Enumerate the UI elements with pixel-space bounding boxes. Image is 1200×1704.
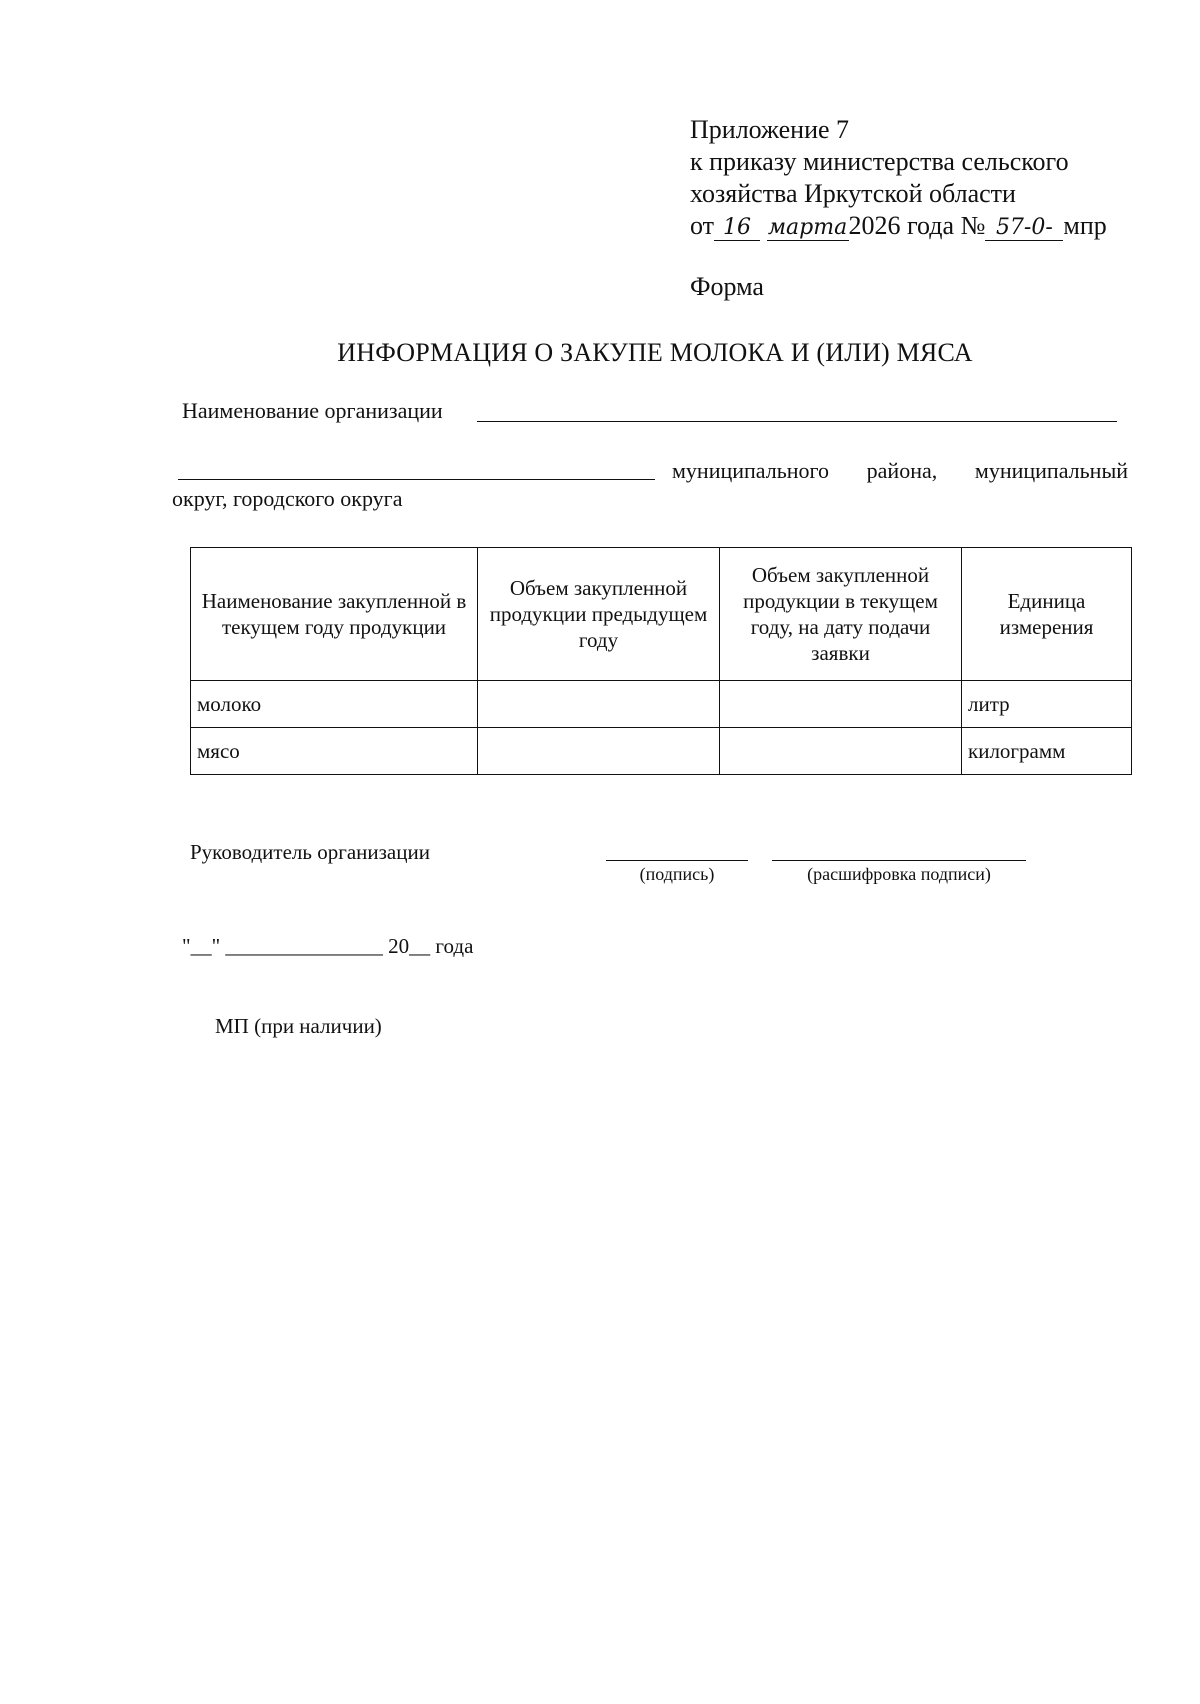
- header-current-volume: Объем закупленной продукции в текущем году, на дату подачи заявки: [720, 548, 962, 681]
- cell-unit: килограмм: [962, 728, 1132, 775]
- cell-unit: литр: [962, 681, 1132, 728]
- org-name-label: Наименование организации: [182, 398, 443, 423]
- header-prev-volume: Объем закупленной продукции предыдущем году: [478, 548, 720, 681]
- cell-prev-volume[interactable]: [478, 681, 720, 728]
- head-of-org-label: Руководитель организации: [190, 840, 430, 864]
- date-prefix: от: [690, 211, 715, 240]
- signature-decode-field[interactable]: [772, 860, 1026, 861]
- district-label-continued: округ, городского округа: [172, 486, 403, 511]
- cell-current-volume[interactable]: [720, 728, 962, 775]
- date-field-line[interactable]: "__" _______________ 20__ года: [182, 934, 474, 958]
- cell-product: молоко: [191, 681, 478, 728]
- handwritten-month: марта: [767, 215, 848, 240]
- appendix-header: [690, 114, 1107, 242]
- signature-caption: (подпись): [639, 864, 715, 884]
- appendix-order-line: к приказу министерства сельского: [690, 147, 1069, 176]
- handwritten-day: 16: [714, 216, 760, 241]
- signature-decode-caption: (расшифровка подписи): [807, 864, 991, 884]
- form-label: Форма: [690, 272, 764, 301]
- handwritten-number: 57-0-: [985, 216, 1063, 241]
- cell-current-volume[interactable]: [720, 681, 962, 728]
- signature-field[interactable]: [606, 860, 748, 861]
- number-suffix: мпр: [1063, 211, 1107, 240]
- district-name-field[interactable]: [178, 479, 655, 480]
- appendix-number: Приложение 7: [690, 115, 850, 144]
- header-unit: Единица измерения: [962, 548, 1132, 681]
- table-row: [191, 728, 1132, 775]
- org-name-field[interactable]: [477, 421, 1117, 422]
- appendix-ministry-line: хозяйства Иркутской области: [690, 179, 1016, 208]
- purchase-table: [190, 547, 1132, 775]
- document-title: ИНФОРМАЦИЯ О ЗАКУПЕ МОЛОКА И (ИЛИ) МЯСА: [337, 338, 973, 367]
- stamp-label: МП (при наличии): [215, 1014, 382, 1038]
- year-text: 2026 года №: [848, 211, 986, 240]
- cell-prev-volume[interactable]: [478, 728, 720, 775]
- table-row: [191, 681, 1132, 728]
- district-label: муниципального района, муниципальный: [672, 458, 1128, 483]
- appendix-date-line: [690, 210, 1107, 242]
- table-header-row: [191, 548, 1132, 681]
- cell-product: мясо: [191, 728, 478, 775]
- header-product: Наименование закупленной в текущем году продукции: [191, 548, 478, 681]
